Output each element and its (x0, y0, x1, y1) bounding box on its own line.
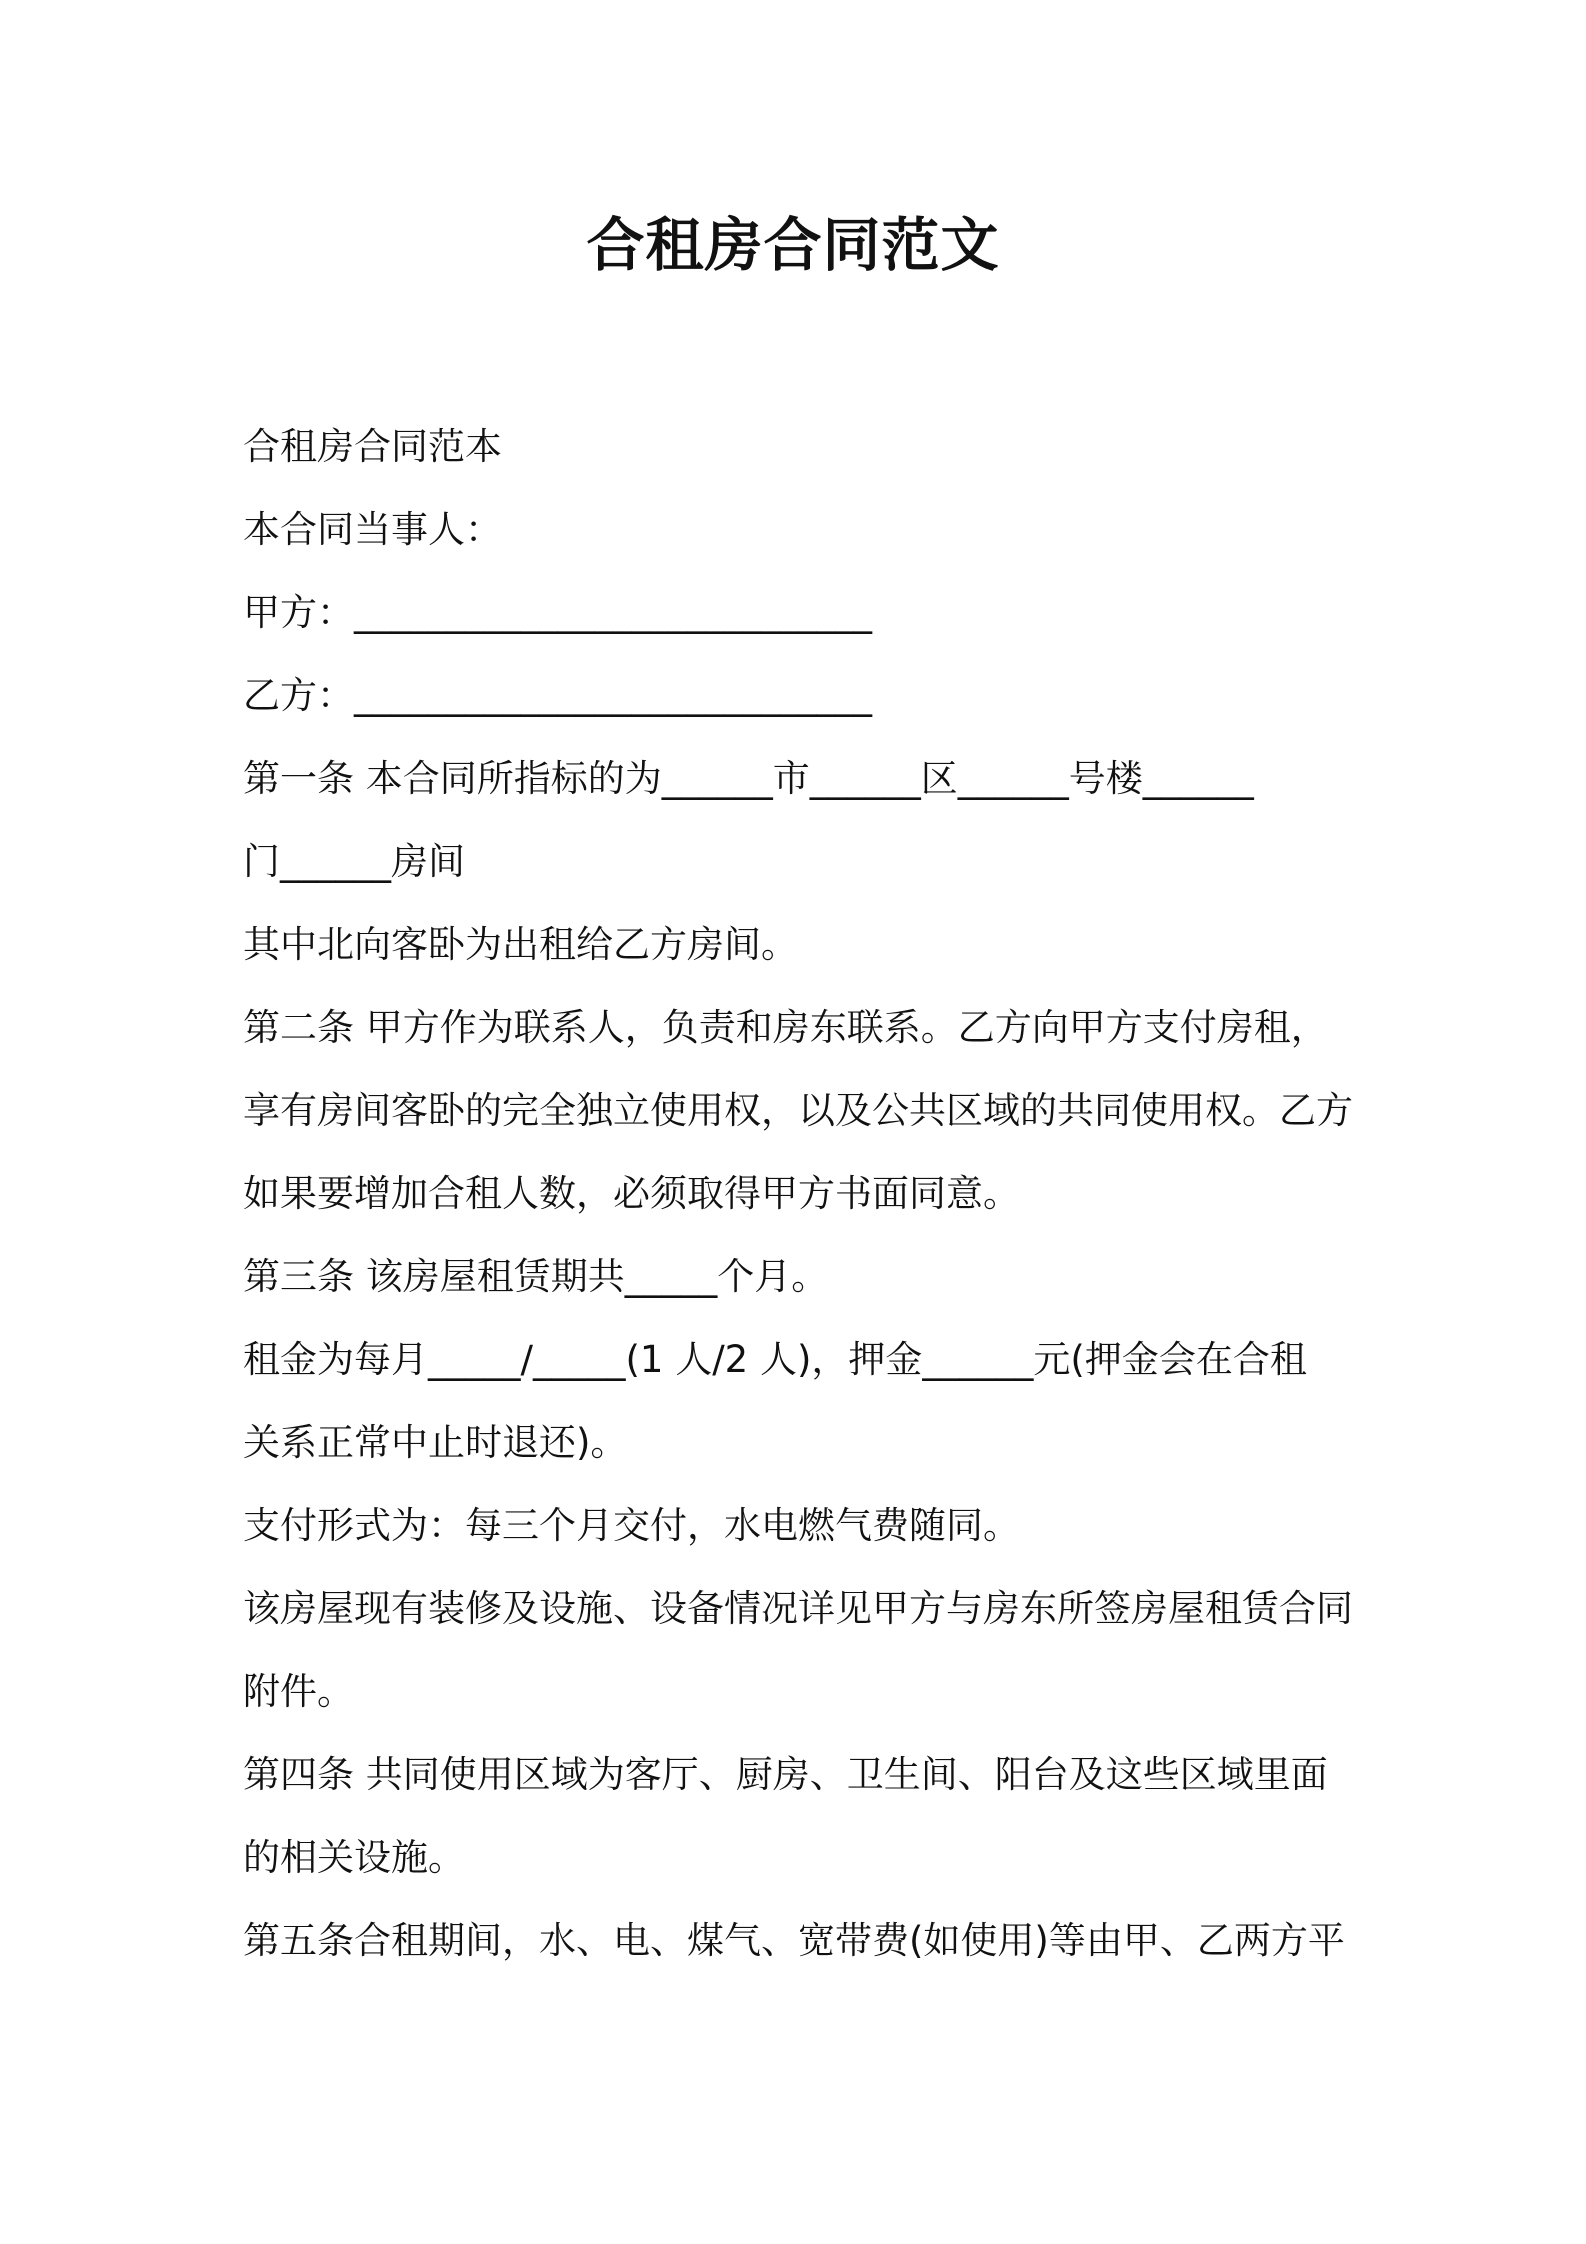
article-3-line-4: 支付形式为：每三个月交付，水电燃气费随同。 (243, 1504, 1020, 1547)
article-4-line-2: 的相关设施。 (243, 1836, 465, 1879)
article-2-line-1: 第二条 甲方作为联系人，负责和房东联系。乙方向甲方支付房租， (243, 1006, 1328, 1049)
article-3-line-1: 第三条 该房屋租赁期共_____个月。 (243, 1255, 829, 1298)
article-5-line-1: 第五条合租期间，水、电、煤气、宽带费(如使用)等由甲、乙两方平 (243, 1919, 1345, 1962)
document-body (243, 405, 1363, 1982)
parties-heading: 本合同当事人： (243, 508, 502, 551)
article-1-line-3: 其中北向客卧为出租给乙方房间。 (243, 923, 798, 966)
document-title: 合租房合同范文 (586, 211, 1000, 279)
article-3-line-2: 租金为每月_____/_____(1 人/2 人)，押金______元(押金会在合租 (243, 1338, 1307, 1381)
article-2-line-2: 享有房间客卧的完全独立使用权，以及公共区域的共同使用权。乙方 (243, 1089, 1353, 1132)
article-3-line-6: 附件。 (243, 1670, 354, 1713)
article-3-line-3: 关系正常中止时退还)。 (243, 1421, 628, 1464)
article-4-line-1: 第四条 共同使用区域为客厅、厨房、卫生间、阳台及这些区域里面 (243, 1753, 1328, 1796)
article-2-line-3: 如果要增加合租人数，必须取得甲方书面同意。 (243, 1172, 1020, 1215)
contract-subtitle: 合租房合同范本 (243, 425, 502, 468)
article-3-line-5: 该房屋现有装修及设施、设备情况详见甲方与房东所签房屋租赁合同 (243, 1587, 1353, 1630)
article-1-line-1: 第一条 本合同所指标的为______市______区______号楼______ (243, 757, 1254, 800)
party-a-line: 甲方：____________________________ (243, 591, 872, 634)
party-b-line: 乙方：____________________________ (243, 674, 872, 717)
article-1-line-2: 门______房间 (243, 840, 465, 883)
